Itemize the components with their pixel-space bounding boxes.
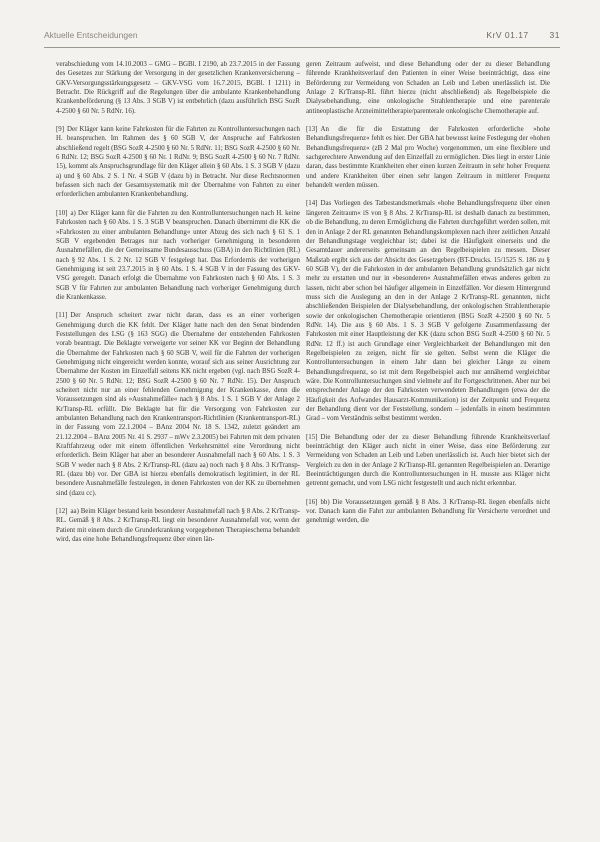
header-rule — [44, 47, 560, 48]
paragraph — [56, 60, 300, 116]
section-title: Aktuelle Entscheidungen — [44, 30, 138, 40]
paragraph-text: bb) Die Voraussetzungen gemäß § 8 Abs. 3 KrTransp-RL liegen ebenfalls nicht vor. Danach kann die Fahrt zur ambulanten Behandlung für Versicherte verordnet und genehmigt werden, die — [306, 498, 550, 525]
margin-number: [15] — [306, 433, 318, 441]
margin-number: [11] — [56, 312, 68, 320]
left-column — [56, 60, 300, 554]
paragraph — [56, 507, 300, 544]
paragraph — [306, 433, 550, 489]
paragraph-text: aa) Beim Kläger bestand kein besonderer Ausnahmefall nach § 8 Abs. 2 KrTransp-RL. Gemäß § 8 Abs. 2 KrTransp-RL liegt ein besonderer Ausnahmefall vor, wenn der Patient mit einem durch die Grunderkrankung vorgegebenen Therapieschema behandelt wird, das eine hohe Behandlungsfrequenz über einen län- — [56, 508, 300, 544]
margin-number: [14] — [306, 200, 318, 208]
paragraph-text: Der Kläger kann keine Fahrkosten für die Fahrten zu Kontrolluntersuchungen nach H. beanspruchen. Im Rahmen des § 60 SGB V, der Anspruche auf Fahrkosten abschließend regelt (BSG SozR 4-2500 § 60 Nr. 5 RdNr. 11; BSG SozR 4-2500 § 60 Nr. 6 RdNr. 12; BSG SozR 4-2500 § 60 Nr. 1 RdNr. 9; BSG SozR 4-2500 § 60 Nr. 7 RdNr. 15), kommt als Anspruchsgrundlage für den Kläger allein § 60 Abs. 1 S. 3 SGB V (dazu a) und § 60 Abs. 2 S. 1 Nr. 4 SGB V (dazu b) in Betracht. Nur diese Rechtsnormen befassen sich nach der Gesamtsystematik mit der Übernahme von Fahrten zu einer erforderlichen ambulanten Krankenbehandlung. — [56, 126, 300, 199]
paragraph — [306, 498, 550, 526]
right-column — [306, 60, 550, 535]
margin-number: [9] — [56, 126, 65, 134]
paragraph — [56, 311, 300, 498]
paragraph — [56, 209, 300, 302]
paragraph-text: verabschiedung vom 14.10.2003 – GMG – BGBl. I 2190, ab 23.7.2015 in der Fassung des Gesetzes zur Stärkung der Versorgung in der gesetzlichen Krankenversicherung – GKV-Versorgungsstärkungsgesetz – GKV-VSG vom 16.7.2015, BGBl. I 1211) in Betracht. Die Rückgriff auf die Regelungen über die ambulante Krankenbehandlung Krankenbeförderung (§ 13 Abs. 3 SGB V) ist entbehrlich (dazu ausführlich BSG SozR 4-2500 § 60 Nr. 5 RdNr. 16). — [56, 61, 300, 115]
journal-info — [486, 30, 560, 40]
paragraph — [56, 125, 300, 200]
paragraph-text: Die Behandlung oder der zu dieser Behandlung führende Krankheitsverlauf beeinträchtigt den Kläger auch nicht in einer Weise, dass eine Beförderung zur Vermeidung von Schaden an Leib und Leben unerlässlich ist. Auch hier bietet sich der Vergleich zu den in der Anlage 2 KrTransp-RL genannten Regelbeispielen an. Derartige Beeinträchtigungen durch die Kontrolluntersuchungen in H. musste aus Kläger nicht getrennt gemacht, und vom LSG nicht festgestellt und auch nicht erkennbar. — [306, 433, 550, 488]
paragraph-text: a) Der Kläger kann für die Fahrten zu den Kontrolluntersuchungen nach H. keine Fahrkosten nach § 60 Abs. 1 S. 3 SGB V beanspruchen. Danach übernimmt die KK die »Fahrkosten zu einer ambulanten Behandlung« unter Abzug des sich nach § 61 S. 1 SGB V ergebenden Betrages nur nach vorheriger Genehmigung in besonderen Ausnahmefällen, die der Gemeinsame Bundesausschuss (GBA) in den Richtlinien (RL) nach § 92 Abs. 1 S. 2 Nr. 12 SGB V festgelegt hat. Das Erfordernis der vorherigen Genehmigung ist seit 23.7.2015 in § 60 Abs. 1 S. 4 SGB V in der Fassung des GKV-VSG geregelt. Danach erfolgt die Übernahme von Fahrkosten nach § 60 Abs. 1 S. 3 SGB V für Fahrten zur ambulanten Behandlung nach vorheriger Genehmigung durch die Krankenkasse. — [56, 209, 300, 301]
paragraph-text: An die für die Erstattung der Fahrkosten erforderliche »hohe Behandlungsfrequenz« fehlt es hier. Der GBA hat bewusst keine Festlegung der »hohen Behandlungsfrequenz« (zB 2 Mal pro Woche) vorgenommen, um eine flexiblere und sachgerechtere Anwendung auf den Einzelfall zu ermöglichen. Dies liegt in erster Linie daran, dass bestimmte Krankheiten eher einen kurzen Zeitraum in sehr hoher Frequenz und andere Krankheiten über einen sehr langen Zeitraum in mittlerer Frequenz behandelt werden müssen. — [306, 126, 550, 190]
journal-issue: KrV 01.17 — [486, 30, 529, 40]
running-header — [44, 30, 560, 46]
margin-number: [13] — [306, 126, 318, 134]
page-number: 31 — [549, 30, 560, 40]
paragraph — [306, 60, 550, 116]
paragraph-text: Der Anspruch scheitert zwar nicht daran, dass es an einer vorherigen Genehmigung durch die KK fehlt. Der Kläger hatte nach den den Senat bindenden Feststellungen des LSG (§ 163 SGG) die Übernahme der entstehenden Fahrkosten vorab beantragt. Die Beklagte verweigerte vor seiner KK vor Beginn der Behandlung die Übernahme der Fahrkosten nach § 60 SGB V, weil für die Fahrten der vorherigen Genehmigung nicht eingereicht werden konnte, worauf sich aus seiner Ausrichtung zur Übernahme der Kosten im Einzelfall seitens KK nicht ergeben (vgl. nach BSG SozR 4-2500 § 60 Nr. 5 RdNr. 12; BSG SozR 4-2500 § 60 Nr. 7 RdNr. 15). Der Anspruch scheitert nicht nur an einer fehlenden Genehmigung der Krankenkasse, denn die Voraussetzungen sind als »Ausnahmefälle« nach § 8 Abs. 1 S. 1 SGB V der Anlage 2 KrTransp-RL erfüllt. Die Beklagte hat für die Versorgung von Fahrkosten zur ambulanten Behandlung nach den Krankentransport-Richtlinien (Krankentransport-RL) in der Fassung vom 22.1.2004 – BAnz 2004 Nr. 18 S. 1342, zuletzt geändert am 21.12.2004 – BAnz 2005 Nr. 41 S. 2937 – mWv 2.3.2005) bei Fahrten mit dem privaten Kraftfahrzeug oder mit einem öffentlichen Verkehrsmittel eine Verordnung nicht erforderlich. Beim Kläger hat aber an besonderer Ausnahmefall nach § 60 Abs. 1 S. 3 SGB V weder nach § 8 Abs. 2 KrTransp-RL (dazu aa) noch nach § 8 Abs. 3 KrTransp-RL (dazu bb) vor. Der GBA ist hierzu ebenfalls demokratisch legitimiert, in der RL besondere Ausnahmefälle festzulegen, in denen Fahrkosten von der KK zu übernehmen sind (dazu cc). — [56, 312, 300, 497]
margin-number: [16] — [306, 498, 318, 506]
paragraph — [306, 125, 550, 190]
margin-number: [12] — [56, 508, 68, 516]
paragraph — [306, 199, 550, 423]
paragraph-text: Das Vorliegen des Tatbestandsmerkmals »hohe Behandlungsfrequenz über einen längeren Zeitraum« iS von § 8 Abs. 2 KrTransp-RL ist deshalb danach zu bestimmen, ob die Behandlung, zu deren Ermöglichung die Fahrten durchgeführt werden sollen, mit den in Anlage 2 der RL genannten Behandlungskomplexen nach ihrer zeitlichen Anzahl der Behandlungstage vergleichbar ist; dabei ist die Häufigkeit einerseits und die Gesamtdauer andererseits gemeinsam an den Regelbeispielen zu messen. Dieser Maßstab ergibt sich aus der Absicht des Gesetzgebers (BT-Drucks. 15/1525 S. 186 zu § 60 SGB V), der die Fahrkosten in der ambulanten Behandlung grundsätzlich gar nicht mehr zu erstatten und nur in »besonderen« Ausnahmefällen etwas anderes gelten zu lassen, nicht aber schon bei häufiger allgemein in Einzelfällen. Vor diesem Hintergrund muss sich die Auslegung an den in der Anlage 2 KrTransp-RL genannten, nicht abschließenden Beispielen der Dialysebehandlung, der onkologischen Strahlentherapie sowie der onkologischen Chemotherapie orientieren (BSG SozR 4-2500 § 60 Nr. 5 RdNr. 14). Die aus § 60 Abs. 1 S. 3 SGB V gefolgerte Zusammenfassung der Fahrkosten mit einer Hauptleistung der KK (dazu schon BSG SozR 4-2500 § 60 Nr. 5 RdNr. 12 ff.) ist auch Grundlage einer Vergleichbarkeit der Behandlungen mit den Regelbeispielen zu zeigen, nicht für sie gelten. Selbst wenn die Kläger die Kontrolluntersuchungen in einem Jahr dann bei gleicher Länge zu einem Behandlungsfrequenz, so ist mit dem Regelbeispiel auch nur annähernd vergleichbar wäre. Die Kontrolluntersuchungen sind vielmehr auf ihr Fortgeschrittenen. Aber nur bei entsprechender Anlage der den Fahrkosten verwendeten Behandlungen (etwa der die Häufigkeit des Aufwandes Hausarzt-Kommunikation) ist der Zeitpunkt und Frequenz der Behandlung dient vor der Feststellung, sondern – jedenfalls in einem bestimmten Grad – vom Verständnis selbst bestimmt werden. — [306, 200, 550, 423]
margin-number: [10] — [56, 209, 68, 217]
paragraph-text: geren Zeitraum aufweist, und diese Behandlung oder der zu dieser Behandlung führende Krankheitsverlauf den Patienten in einer Weise beeinträchtigt, dass eine Beförderung zur Vermeidung von Schaden an Leib und Leben unerlässlich ist. Die Anlage 2 KrTransp-RL führt hierzu (nicht abschließend) als Regelbeispiele die Dialysebehandlung, eine onkologische Strahlentherapie und eine parenterale antineoplastische Arzneimitteltherapie/parenterale onkologische Chemotherapie auf. — [306, 61, 550, 115]
